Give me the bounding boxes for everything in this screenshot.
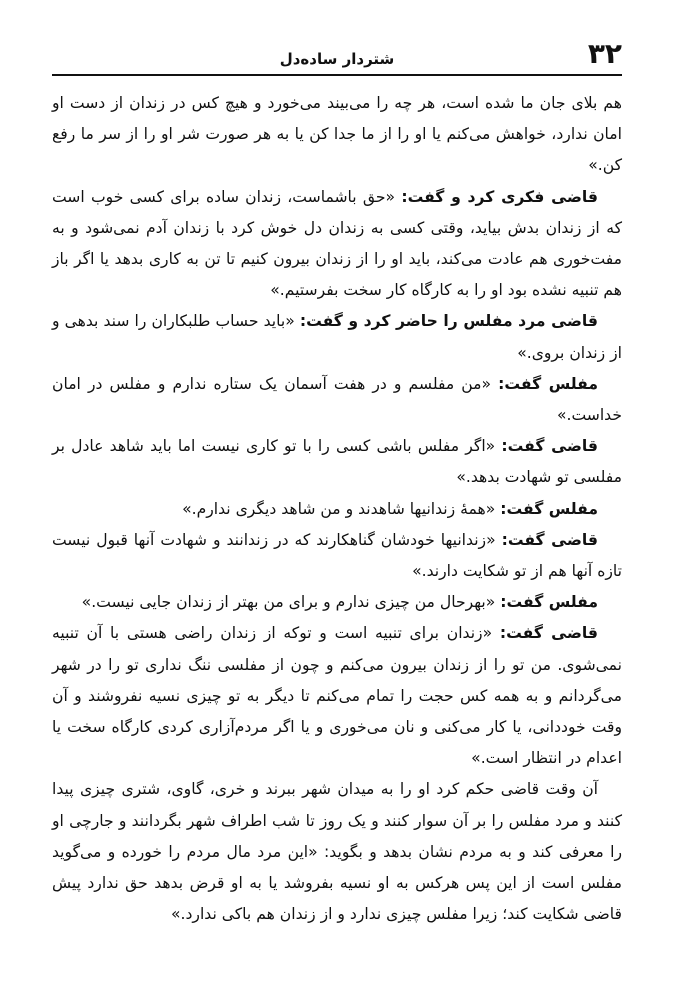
- paragraph: [52, 774, 622, 930]
- speaker-label: قاضی گفت:: [501, 437, 598, 456]
- speaker-label: قاضی مرد مفلس را حاضر کرد و گفت:: [299, 312, 598, 331]
- paragraph-text: «زندانیها خودشان گناهکارند که در زندانند و شهادت آنها قبول نیست تازه آنها هم از تو شکایت دارند.»: [52, 530, 622, 581]
- paragraph-text: «زندان برای تنبیه است و توکه از زندان راضی هستی با آن تنبیه نمی‌شوی. من تو را از زندان بیرون می‌کنم و چون از مفلسی ننگ نداری تو را در شهر می‌گردانم و به همه کس حجت را تمام می‌کنم تا دیگر به تو چیزی نسیه نفروشند و آن وقت خوددانی، یا کار می‌کنی و نان می‌خوری و یا اگر مردم‌آزاری کردی کارگاه سخت یا اعدام در انتظار است.»: [52, 624, 622, 768]
- paragraph-text: «همهٔ زندانیها شاهدند و من شاهد دیگری ندارم.»: [182, 499, 501, 518]
- paragraph: [52, 618, 622, 774]
- paragraph-text: «اگر مفلس باشی کسی را با تو کاری نیست اما باید شاهد عادل بر مفلسی تو شهادت بدهد.»: [52, 437, 622, 487]
- paragraph: [52, 494, 622, 525]
- page-header: [52, 37, 622, 76]
- paragraph: [52, 306, 622, 368]
- paragraph-text: آن وقت قاضی حکم کرد او را به میدان شهر ببرند و خری، گاوی، شتری چیزی پیدا کنند و مرد مفلس را بر آن سوار کنند و یک روز تا شب اطراف شهر بگردانند و جارچی او را معرفی کند و به مردم نشان بدهد و بگوید: «این مرد مال مردم را خورده و می‌گوید مفلس است از این پس هرکس به او نسیه بفروشد یا به او قرض بدهد حق ندارد پیش قاضی شکایت کند؛ زیرا مفلس چیزی ندارد و از زندان هم باکی ندارد.»: [52, 780, 622, 924]
- paragraph-text: «بهرحال من چیزی ندارم و برای من بهتر از زندان جایی نیست.»: [81, 593, 501, 612]
- paragraph-text: «من مفلسم و در هفت آسمان یک ستاره ندارم و مفلس در امان خداست.»: [52, 374, 622, 425]
- speaker-label: قاضی فکری کرد و گفت:: [401, 187, 598, 206]
- paragraph-text: «باید حساب طلبکاران را سند بدهی و از زندان بروی.»: [52, 312, 622, 362]
- paragraph: [52, 88, 622, 182]
- page-number: ۳۲: [587, 37, 622, 70]
- paragraph: [52, 525, 622, 587]
- speaker-label: مفلس گفت:: [500, 593, 598, 612]
- speaker-label: مفلس گفت:: [500, 499, 598, 518]
- paragraph-text: هم بلای جان ما شده است، هر چه را می‌بیند می‌خورد و هیچ کس در زندان از دست او امان ندارد، خواهش می‌کنم یا او را از ما جدا کن یا به هر صورت شر او را از سر ما رفع کن.»: [52, 94, 622, 175]
- speaker-label: مفلس گفت:: [498, 374, 598, 393]
- book-page: [52, 37, 622, 980]
- paragraph: [52, 431, 622, 493]
- paragraph: [52, 369, 622, 431]
- paragraph-text: «حق باشماست، زندان ساده برای کسی خوب است که از زندان بدش بیاید، وقتی کسی به زندان دل خوش کرد با زندان آدم نمی‌شود و به مفت‌خوری هم عادت می‌کند، باید او را از زندان بیرون کنیم تا تن به کاری بدهد یا اگر باز هم تنبیه نشده بود او را به کارگاه کار سخت بفرستیم.»: [52, 187, 622, 300]
- speaker-label: قاضی گفت:: [501, 530, 598, 549]
- paragraph: [52, 587, 622, 618]
- running-title: شتردار ساده‌دل: [279, 50, 395, 68]
- paragraph: [52, 182, 622, 307]
- speaker-label: قاضی گفت:: [499, 624, 599, 643]
- body-text: [52, 88, 622, 930]
